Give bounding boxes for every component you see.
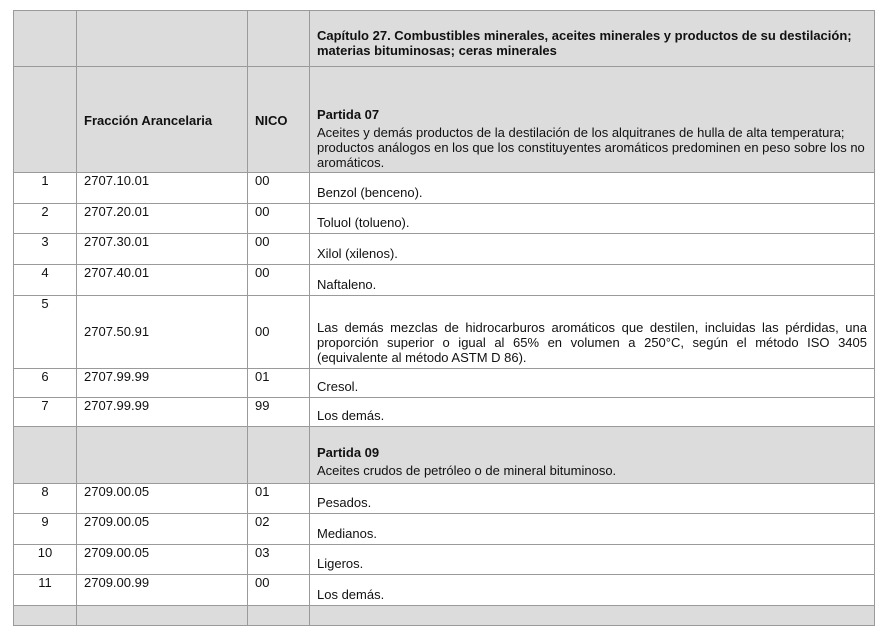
fraccion-cell: 2707.50.91: [77, 296, 248, 369]
description-cell: Benzol (benceno).: [310, 173, 875, 204]
nico-cell: 00: [248, 234, 310, 265]
fraccion-column-header: Fracción Arancelaria: [77, 67, 248, 173]
fraccion-cell: 2709.00.05: [77, 484, 248, 514]
empty-cell: [77, 427, 248, 484]
partida-09-title: Partida 09: [317, 445, 380, 460]
table-row: [14, 514, 875, 545]
table-row: [14, 234, 875, 265]
nico-cell: 00: [248, 265, 310, 296]
table-row: [14, 484, 875, 514]
chapter-row: [14, 11, 875, 67]
fraccion-cell: 2707.99.99: [77, 398, 248, 427]
empty-cell: [248, 427, 310, 484]
partida-09-rows: [14, 484, 875, 606]
partida-07-header-row: [14, 67, 875, 173]
row-number: 9: [14, 514, 77, 545]
nico-column-header: NICO: [248, 67, 310, 173]
nico-cell: 03: [248, 545, 310, 575]
description-cell: Xilol (xilenos).: [310, 234, 875, 265]
nico-cell: 02: [248, 514, 310, 545]
partida-07-rows: [14, 173, 875, 427]
fraccion-cell: 2707.20.01: [77, 204, 248, 234]
nico-cell: 01: [248, 484, 310, 514]
description-cell: Naftaleno.: [310, 265, 875, 296]
table-row: [14, 398, 875, 427]
row-number: 11: [14, 575, 77, 606]
fraccion-cell: 2707.99.99: [77, 369, 248, 398]
row-number: 4: [14, 265, 77, 296]
nico-cell: 00: [248, 173, 310, 204]
table-row: [14, 265, 875, 296]
description-cell: Los demás.: [310, 398, 875, 427]
tariff-table: [13, 10, 875, 626]
fraccion-cell: 2709.00.05: [77, 545, 248, 575]
partida-09-cell: [310, 427, 875, 484]
description-cell: Las demás mezclas de hidrocarburos aromáticos que destilen, incluidas las pérdidas, una proporción superior o igual al 65% en volumen a 250°C, según el método ISO 3405 (equivalente al método ASTM D 86).: [310, 296, 875, 369]
row-number: 1: [14, 173, 77, 204]
row-number: 3: [14, 234, 77, 265]
empty-cell: [14, 67, 77, 173]
row-number: 10: [14, 545, 77, 575]
nico-cell: 01: [248, 369, 310, 398]
partida-09-header-row: [14, 427, 875, 484]
fraccion-cell: 2707.10.01: [77, 173, 248, 204]
row-number: 7: [14, 398, 77, 427]
table-row: [14, 575, 875, 606]
nico-cell: 00: [248, 296, 310, 369]
partida-07-description: Aceites y demás productos de la destilación de los alquitranes de hulla de alta temperatura; productos análogos en los que los constituyentes aromáticos predominen en peso sobre los no aromáticos.: [317, 125, 865, 170]
partida-07-cell: [310, 67, 875, 173]
description-cell: Medianos.: [310, 514, 875, 545]
nico-cell: 00: [248, 575, 310, 606]
fraccion-cell: 2707.30.01: [77, 234, 248, 265]
fraccion-cell: 2709.00.05: [77, 514, 248, 545]
table-row: [14, 545, 875, 575]
row-number: 2: [14, 204, 77, 234]
description-cell: Los demás.: [310, 575, 875, 606]
table-row: [14, 296, 875, 369]
table-row: [14, 204, 875, 234]
table-row: [14, 369, 875, 398]
empty-cell: [14, 11, 77, 67]
nico-cell: 99: [248, 398, 310, 427]
description-cell: Toluol (tolueno).: [310, 204, 875, 234]
partida-09-description: Aceites crudos de petróleo o de mineral bituminoso.: [317, 463, 617, 478]
row-number: 5: [14, 296, 77, 369]
nico-cell: 00: [248, 204, 310, 234]
row-number: 6: [14, 369, 77, 398]
empty-cell: [248, 11, 310, 67]
description-cell: Pesados.: [310, 484, 875, 514]
row-number: 8: [14, 484, 77, 514]
fraccion-cell: 2709.00.99: [77, 575, 248, 606]
table-row: [14, 173, 875, 204]
empty-cell: [14, 427, 77, 484]
empty-cell: [77, 11, 248, 67]
fraccion-cell: 2707.40.01: [77, 265, 248, 296]
description-cell: Ligeros.: [310, 545, 875, 575]
chapter-title: Capítulo 27. Combustibles minerales, aceites minerales y productos de su destilación; materias bituminosas; ceras minerales: [310, 11, 875, 67]
partida-07-title: Partida 07: [317, 107, 380, 122]
description-cell: Cresol.: [310, 369, 875, 398]
